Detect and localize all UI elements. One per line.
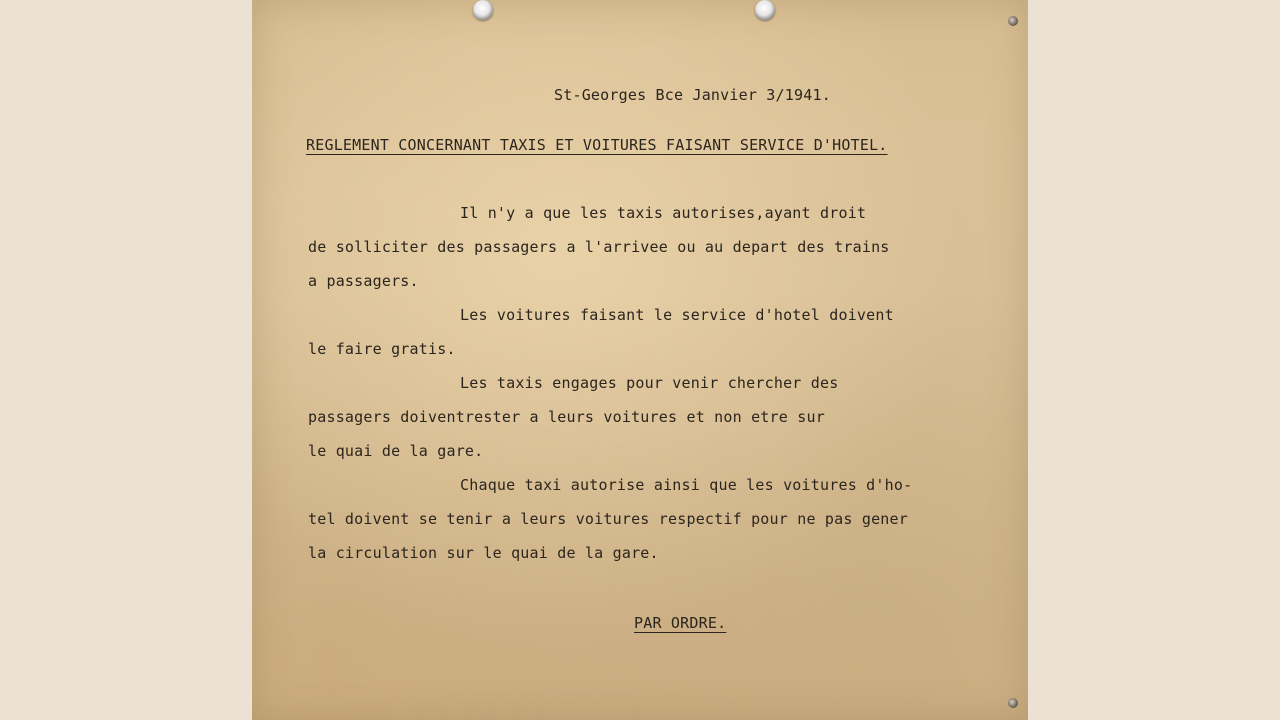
document-paper [252,0,1028,720]
text-line: Les voitures faisant le service d'hotel doivent [460,306,894,324]
text-line: de solliciter des passagers a l'arrivee ou au depart des trains [308,238,890,256]
punch-hole-left [473,0,493,20]
text-line: la circulation sur le quai de la gare. [308,544,659,562]
text-line: Il n'y a que les taxis autorises,ayant droit [460,204,867,222]
text-line: tel doivent se tenir a leurs voitures respectif pour ne pas gener [308,510,908,528]
text-line: Chaque taxi autorise ainsi que les voitures d'ho- [460,476,913,494]
text-line: Les taxis engages pour venir chercher des [460,374,839,392]
document-title: REGLEMENT CONCERNANT TAXIS ET VOITURES FAISANT SERVICE D'HOTEL. [306,136,888,154]
signature: PAR ORDRE. [634,614,727,632]
dateline: St-Georges Bce Janvier 3/1941. [554,86,831,104]
text-line: le quai de la gare. [308,442,484,460]
text-line: passagers doiventrester a leurs voitures et non etre sur [308,408,825,426]
tack-top-right [1008,16,1018,26]
punch-hole-right [755,0,775,20]
tack-bottom-right [1008,698,1018,708]
text-line: a passagers. [308,272,419,290]
text-line: le faire gratis. [308,340,456,358]
